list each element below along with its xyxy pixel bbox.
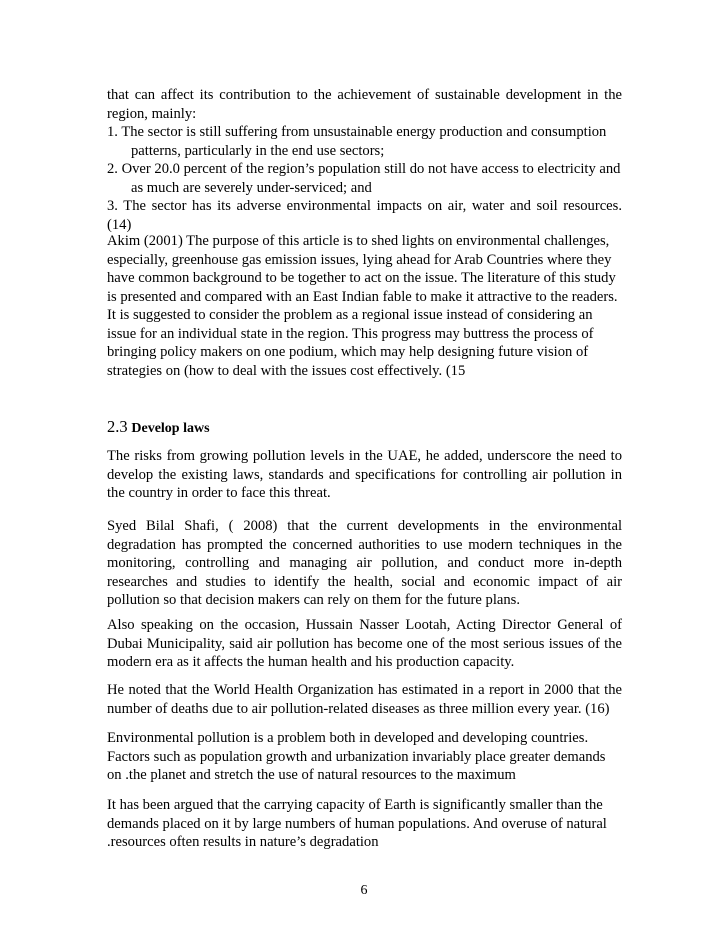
section-heading bbox=[107, 417, 210, 439]
section-number: 2.3 bbox=[107, 417, 128, 436]
environmental-paragraph: Environmental pollution is a problem both in developed and developing countries. Factors such as population growth and urbanization invariably place greater demands on .the planet and stretch the use of natural resources to the maximum bbox=[107, 730, 606, 783]
list-item-3-first-line: 3. The sector has its adverse environmental impacts on air, water and soil resources. (14) bbox=[107, 198, 622, 233]
risks-paragraph: The risks from growing pollution levels in the UAE, he added, underscore the need to develop the existing laws, standards and specifications for controlling air pollution in the country in order to face this threat. bbox=[107, 448, 622, 501]
carrying-capacity-paragraph: It has been argued that the carrying capacity of Earth is significantly smaller than the demands placed on it by large numbers of human populations. And overuse of natural .resources often results in nature’s degradation bbox=[107, 797, 607, 850]
list-item-2-first-line: 2. Over 20.0 percent of the region’s population still do not have access to electricity and bbox=[107, 161, 621, 177]
numbered-list bbox=[107, 123, 622, 234]
list-item-2 bbox=[107, 160, 622, 197]
list-item-2-continuation: as much are severely under-serviced; and bbox=[131, 179, 372, 196]
who-paragraph: He noted that the World Health Organization has estimated in a report in 2000 that the number of deaths due to air pollution-related diseases as three million every year. (16) bbox=[107, 682, 622, 717]
intro-lead: that can affect its contribution to the achievement of sustainable development in the region, mainly: bbox=[107, 87, 622, 122]
list-item-3 bbox=[107, 197, 622, 234]
akim-paragraph: Akim (2001) The purpose of this article is to shed lights on environmental challenges, especially, greenhouse gas emission issues, lying ahead for Arab Countries where they have common background to be together to act on the issue. The literature of this study is presented and compared with an East Indian fable to make it attractive to the readers. It is suggested to consider the problem as a regional issue instead of considering an issue for an individual state in the region. This progress may buttress the process of bringing policy makers on one podium, which may help designing future vision of strategies on (how to deal with the issues cost effectively. (15 bbox=[107, 233, 618, 379]
lootah-paragraph: Also speaking on the occasion, Hussain Nasser Lootah, Acting Director General of Dubai Municipality, said air pollution has become one of the most serious issues of the modern era as it affects the human health and his production capacity. bbox=[107, 617, 622, 670]
section-title: Develop laws bbox=[131, 421, 210, 436]
list-item-1-continuation: patterns, particularly in the end use sectors; bbox=[131, 142, 385, 159]
shafi-paragraph: Syed Bilal Shafi, ( 2008) that the current developments in the environmental degradation has prompted the concerned authorities to use modern techniques in the monitoring, controlling and managing air pollution, and conduct more in-depth researches and studies to identify the health, social and economic impact of air pollution so that decision makers can rely on them for the future plans. bbox=[107, 518, 622, 608]
list-item-1 bbox=[107, 123, 622, 160]
page-number: 6 bbox=[360, 883, 368, 898]
list-item-1-first-line: 1. The sector is still suffering from unsustainable energy production and consumption bbox=[107, 124, 607, 140]
intro-block bbox=[107, 86, 622, 234]
